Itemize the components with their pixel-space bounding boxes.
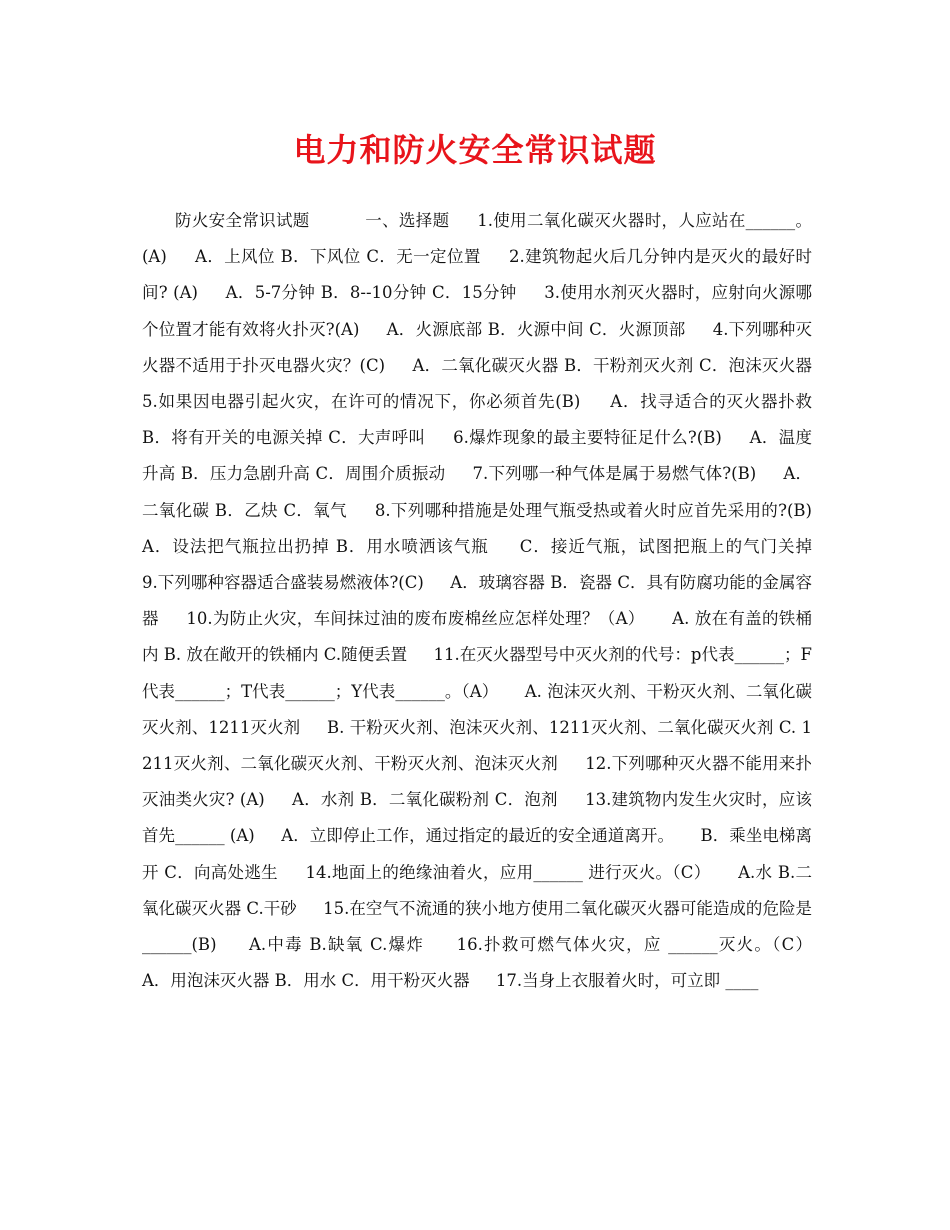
- document-title: 电力和防火安全常识试题: [293, 131, 657, 169]
- document-body-text: 防火安全常识试题 一、选择题 1.使用二氧化碳灭火器时，人应站在______。(A) A．上风位 B．下风位 C．无一定位置 2.建筑物起火后几分钟内是灭火的最好时间? (A) A．5-7分钟 B．8--10分钟 C．15分钟 3.使用水剂灭火器时，应射向火源哪个位置才能有效将火扑灭?(A) A．火源底部 B．火源中间 C．火源顶部 4.下列哪种灭火器不适用于扑灭电器火灾？(C) A．二氧化碳灭火器 B．干粉剂灭火剂 C．泡沫灭火器 5.如果因电器引起火灾，在许可的情况下，你必须首先(B) A．找寻适合的灭火器扑救 B．将有开关的电源关掉 C．大声呼叫 6.爆炸现象的最主要特征足什么?(B) A．温度升高 B．压力急剧升高 C．周围介质振动 7.下列哪一种气体是属于易燃气体?(B) A．二氧化碳 B．乙炔 C．氧气 8.下列哪种措施是处理气瓶受热或着火时应首先采用的?(B) A．设法把气瓶拉出扔掉 B．用水喷洒该气瓶 C．接近气瓶，试图把瓶上的气门关掉 9.下列哪种容器适合盛装易燃液体?(C) A．玻璃容器 B．瓷器 C．具有防腐功能的金属容器 10.为防止火灾，车间抹过油的废布废棉丝应怎样处理？（A） A. 放在有盖的铁桶内 B. 放在敞开的铁桶内 C.随便丢置 11.在灭火器型号中灭火剂的代号：p代表______；F代表______；T代表______；Y代表______。（A） A. 泡沫灭火剂、干粉灭火剂、二氧化碳灭火剂、1211灭火剂 B. 干粉灭火剂、泡沫灭火剂、1211灭火剂、二氧化碳灭火剂 C. 1211灭火剂、二氧化碳灭火剂、干粉灭火剂、泡沫灭火剂 12.下列哪种灭火器不能用来扑灭油类火灾? (A) A．水剂 B．二氧化碳粉剂 C．泡剂 13.建筑物内发生火灾时，应该首先______ (A) A．立即停止工作，通过指定的最近的安全通道离开。 B．乘坐电梯离开 C．向高处逃生 14.地面上的绝缘油着火，应用______ 进行灭火。（C） A.水 B.二氧化碳灭火器 C.干砂 15.在空气不流通的狭小地方使用二氧化碳灭火器可能造成的危险是______(B) A.中毒 B.缺氧 C.爆炸 16.扑救可燃气体火灾，应 ______灭火。（C） A．用泡沫灭火器 B．用水 C．用干粉灭火器 17.当身上衣服着火时，可立即 ____: [142, 211, 839, 991]
